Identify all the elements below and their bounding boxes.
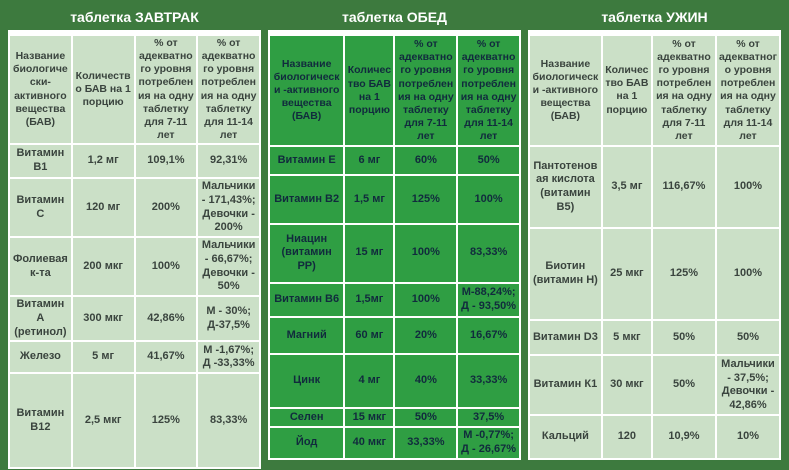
nutrient-name-cell: Витамин С <box>9 178 72 237</box>
nutrient-name-cell: Витамин D3 <box>529 320 602 356</box>
pct-7-11-cell: 200% <box>135 178 198 237</box>
nutrient-name-cell: Ниацин (витамин РР) <box>269 224 344 282</box>
pct-7-11-cell: 60% <box>394 146 457 175</box>
amount-cell: 300 мкг <box>72 296 135 341</box>
table-row <box>269 427 520 459</box>
table-row <box>269 146 520 175</box>
pct-11-14-cell: Мальчики - 171,43%; Девочки - 200% <box>197 178 260 237</box>
table-row <box>529 228 780 320</box>
table-row <box>9 373 260 468</box>
nutrient-name-cell: Витамин В2 <box>269 175 344 224</box>
nutrient-name-cell: Витамин В12 <box>9 373 72 468</box>
pct-11-14-cell: М - 30%; Д-37,5% <box>197 296 260 341</box>
amount-cell: 1,5мг <box>344 283 394 318</box>
amount-cell: 15 мкг <box>344 408 394 426</box>
nutrient-name-cell: Пантотеновая кислота (витамин В5) <box>529 146 602 228</box>
pct-7-11-cell: 125% <box>652 228 716 320</box>
pct-7-11-cell: 125% <box>135 373 198 468</box>
pct-11-14-cell: 83,33% <box>197 373 260 468</box>
pct-11-14-cell: М -1,67%; Д -33,33% <box>197 341 260 373</box>
pct-7-11-cell: 33,33% <box>394 427 457 459</box>
nutrient-name-cell: Витамин А (ретинол) <box>9 296 72 341</box>
nutrient-column-header: Название биологически -активного вещества (БАВ) <box>529 35 602 146</box>
lunch-title: таблетка ОБЕД <box>268 4 521 34</box>
pct-11-14-column-header: % от адекватного уровня потребления на одну таблетку для 11-14 лет <box>457 35 520 146</box>
amount-cell: 120 <box>602 415 652 459</box>
table-row <box>269 408 520 426</box>
amount-cell: 40 мкг <box>344 427 394 459</box>
pct-11-14-column-header: % от адекватного уровня потребления на одну таблетку для 11-14 лет <box>716 35 780 146</box>
pct-7-11-cell: 100% <box>394 283 457 318</box>
pct-11-14-cell: 10% <box>716 415 780 459</box>
pct-11-14-cell: 100% <box>716 146 780 228</box>
table-row <box>529 415 780 459</box>
pct-11-14-cell: 50% <box>457 146 520 175</box>
table-row <box>529 320 780 356</box>
pct-7-11-cell: 116,67% <box>652 146 716 228</box>
pct-11-14-cell: 92,31% <box>197 144 260 178</box>
amount-cell: 6 мг <box>344 146 394 175</box>
nutrient-name-cell: Витамин В1 <box>9 144 72 178</box>
pct-11-14-cell: М-88,24%; Д - 93,50% <box>457 283 520 318</box>
nutrient-name-cell: Железо <box>9 341 72 373</box>
dinner-table <box>528 34 781 460</box>
table-row <box>269 354 520 408</box>
pct-11-14-cell: 33,33% <box>457 354 520 408</box>
pct-7-11-cell: 41,67% <box>135 341 198 373</box>
amount-cell: 4 мг <box>344 354 394 408</box>
breakfast-title: таблетка ЗАВТРАК <box>8 4 261 34</box>
breakfast-section <box>8 4 261 462</box>
amount-cell: 120 мг <box>72 178 135 237</box>
breakfast-table <box>8 34 261 469</box>
table-row <box>269 317 520 354</box>
nutrient-name-cell: Витамин Е <box>269 146 344 175</box>
table-row <box>9 341 260 373</box>
slide-tables-layout <box>8 4 781 462</box>
pct-7-11-cell: 20% <box>394 317 457 354</box>
pct-11-14-cell: 83,33% <box>457 224 520 282</box>
pct-7-11-cell: 50% <box>652 355 716 415</box>
nutrient-name-cell: Цинк <box>269 354 344 408</box>
pct-7-11-column-header: % от адекватного уровня потребления на одну таблетку для 7-11 лет <box>394 35 457 146</box>
pct-7-11-cell: 125% <box>394 175 457 224</box>
pct-7-11-cell: 10,9% <box>652 415 716 459</box>
header-row <box>269 35 520 146</box>
amount-cell: 30 мкг <box>602 355 652 415</box>
amount-cell: 5 мкг <box>602 320 652 356</box>
dinner-section <box>528 4 781 462</box>
pct-11-14-cell: 16,67% <box>457 317 520 354</box>
pct-7-11-cell: 40% <box>394 354 457 408</box>
table-row <box>269 175 520 224</box>
table-row <box>269 283 520 318</box>
amount-column-header: Количество БАВ на 1 порцию <box>72 35 135 144</box>
pct-11-14-column-header: % от адекватного уровня потребления на одну таблетку для 11-14 лет <box>197 35 260 144</box>
amount-cell: 15 мг <box>344 224 394 282</box>
pct-7-11-column-header: % от адекватного уровня потребления на одну таблетку для 7-11 лет <box>652 35 716 146</box>
pct-7-11-cell: 100% <box>394 224 457 282</box>
amount-cell: 60 мг <box>344 317 394 354</box>
amount-cell: 2,5 мкг <box>72 373 135 468</box>
amount-column-header: Количество БАВ на 1 порцию <box>344 35 394 146</box>
amount-cell: 5 мг <box>72 341 135 373</box>
pct-11-14-cell: 100% <box>457 175 520 224</box>
amount-column-header: Количество БАВ на 1 порцию <box>602 35 652 146</box>
pct-7-11-cell: 50% <box>652 320 716 356</box>
pct-7-11-column-header: % от адекватного уровня потребления на одну таблетку для 7-11 лет <box>135 35 198 144</box>
pct-7-11-cell: 109,1% <box>135 144 198 178</box>
nutrient-name-cell: Витамин В6 <box>269 283 344 318</box>
header-row <box>529 35 780 146</box>
pct-11-14-cell: 100% <box>716 228 780 320</box>
pct-7-11-cell: 100% <box>135 237 198 296</box>
header-row <box>9 35 260 144</box>
table-row <box>529 146 780 228</box>
lunch-section <box>268 4 521 462</box>
pct-11-14-cell: 37,5% <box>457 408 520 426</box>
pct-11-14-cell: М -0,77%; Д - 26,67% <box>457 427 520 459</box>
pct-11-14-cell: Мальчики - 37,5%; Девочки - 42,86% <box>716 355 780 415</box>
nutrient-name-cell: Магний <box>269 317 344 354</box>
dinner-title: таблетка УЖИН <box>528 4 781 34</box>
amount-cell: 1,2 мг <box>72 144 135 178</box>
amount-cell: 200 мкг <box>72 237 135 296</box>
amount-cell: 3,5 мг <box>602 146 652 228</box>
pct-7-11-cell: 50% <box>394 408 457 426</box>
table-row <box>529 355 780 415</box>
nutrient-name-cell: Витамин К1 <box>529 355 602 415</box>
nutrient-name-cell: Кальций <box>529 415 602 459</box>
table-row <box>9 144 260 178</box>
table-row <box>269 224 520 282</box>
nutrient-name-cell: Йод <box>269 427 344 459</box>
nutrient-column-header: Название биологически-активного вещества (БАВ) <box>9 35 72 144</box>
table-row <box>9 296 260 341</box>
nutrient-name-cell: Селен <box>269 408 344 426</box>
table-row <box>9 178 260 237</box>
nutrient-name-cell: Биотин (витамин Н) <box>529 228 602 320</box>
pct-11-14-cell: 50% <box>716 320 780 356</box>
nutrient-name-cell: Фолиевая к-та <box>9 237 72 296</box>
lunch-table <box>268 34 521 460</box>
amount-cell: 25 мкг <box>602 228 652 320</box>
table-row <box>9 237 260 296</box>
nutrient-column-header: Название биологически -активного вещества (БАВ) <box>269 35 344 146</box>
pct-7-11-cell: 42,86% <box>135 296 198 341</box>
amount-cell: 1,5 мг <box>344 175 394 224</box>
pct-11-14-cell: Мальчики - 66,67%; Девочки - 50% <box>197 237 260 296</box>
